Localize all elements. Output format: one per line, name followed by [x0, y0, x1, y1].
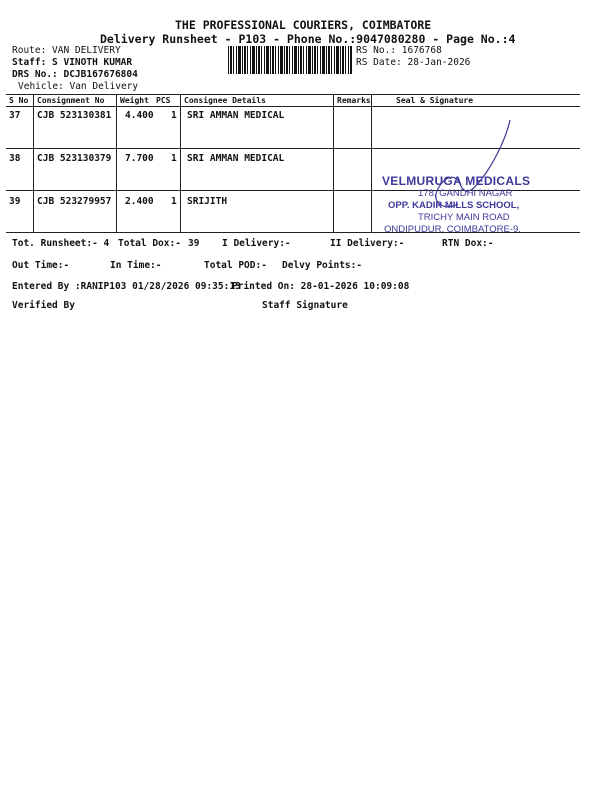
vehicle-text: Vehicle: Van Delivery — [18, 81, 139, 92]
row-pcs: 1 — [171, 110, 177, 121]
row-sno: 37 — [9, 110, 21, 121]
column-divider — [33, 94, 34, 232]
row-pcs: 1 — [171, 153, 177, 164]
row-sno: 39 — [9, 196, 21, 207]
total-dox-label: Total Dox:- — [118, 238, 181, 249]
row-pcs: 1 — [171, 196, 177, 207]
row-consignee: SRI AMMAN MEDICAL — [187, 110, 285, 121]
consignee-seal-stamp — [378, 118, 568, 258]
total-dox-value: 39 — [188, 238, 200, 249]
entered-by: Entered By :RANIP103 01/28/2026 09:35:13 — [12, 281, 241, 292]
column-divider — [116, 94, 117, 232]
verified-by: Verified By — [12, 300, 75, 311]
stamp-line: 178, GANDHI NAGAR — [418, 188, 513, 199]
rs-date: RS Date: 28-Jan-2026 — [356, 57, 471, 68]
column-divider — [180, 94, 181, 232]
delvy-points: Delvy Points:- — [282, 260, 363, 271]
column-divider — [371, 94, 372, 232]
in-time: In Time:- — [110, 260, 162, 271]
table-top-border — [6, 94, 580, 95]
route-text: Route: VAN DELIVERY — [12, 45, 121, 56]
ii-delivery: II Delivery:- — [330, 238, 405, 249]
staff-signature: Staff Signature — [262, 300, 348, 311]
stamp-line: OPP. KADIR MILLS SCHOOL, — [388, 200, 520, 211]
col-header-remarks: Remarks — [337, 96, 371, 105]
company-title: THE PROFESSIONAL COURIERS, COIMBATORE — [175, 18, 432, 32]
rtn-dox: RTN Dox:- — [442, 238, 494, 249]
row-weight: 4.400 — [125, 110, 154, 121]
stamp-line: TRICHY MAIN ROAD — [418, 212, 510, 223]
col-header-seal-signature: Seal & Signature — [396, 96, 474, 105]
rs-number: RS No.: 1676768 — [356, 45, 442, 56]
row-consignment: CJB 523279957 — [37, 196, 112, 207]
printed-on: Printed On: 28-01-2026 10:09:08 — [232, 281, 410, 292]
tot-runsheet: Tot. Runsheet:- 4 — [12, 238, 110, 249]
row-consignment: CJB 523130381 — [37, 110, 112, 121]
col-header-consignment: Consignment No — [37, 96, 105, 105]
row-weight: 7.700 — [125, 153, 154, 164]
row-consignee: SRI AMMAN MEDICAL — [187, 153, 285, 164]
col-header-pcs: PCS — [156, 96, 171, 105]
barcode-image — [228, 46, 352, 74]
col-header-sno: S No — [9, 96, 29, 105]
table-header-border — [6, 106, 580, 107]
i-delivery: I Delivery:- — [222, 238, 291, 249]
stamp-line: ONDIPUDUR, COIMBATORE-9. — [384, 224, 521, 235]
row-consignee: SRIJITH — [187, 196, 228, 207]
col-header-weight: Weight — [120, 96, 149, 105]
row-consignment: CJB 523130379 — [37, 153, 112, 164]
runsheet-subtitle: Delivery Runsheet - P103 - Phone No.:9047080280 - Page No.:4 — [100, 32, 516, 46]
staff-text: Staff: S VINOTH KUMAR — [12, 57, 133, 68]
row-sno: 38 — [9, 153, 21, 164]
total-pod: Total POD:- — [204, 260, 267, 271]
out-time: Out Time:- — [12, 260, 70, 271]
row-weight: 2.400 — [125, 196, 154, 207]
drs-number: DRS No.: DCJB167676804 — [12, 69, 138, 80]
stamp-line: VELMURUGA MEDICALS — [382, 174, 531, 188]
column-divider — [333, 94, 334, 232]
col-header-consignee: Consignee Details — [184, 96, 266, 105]
